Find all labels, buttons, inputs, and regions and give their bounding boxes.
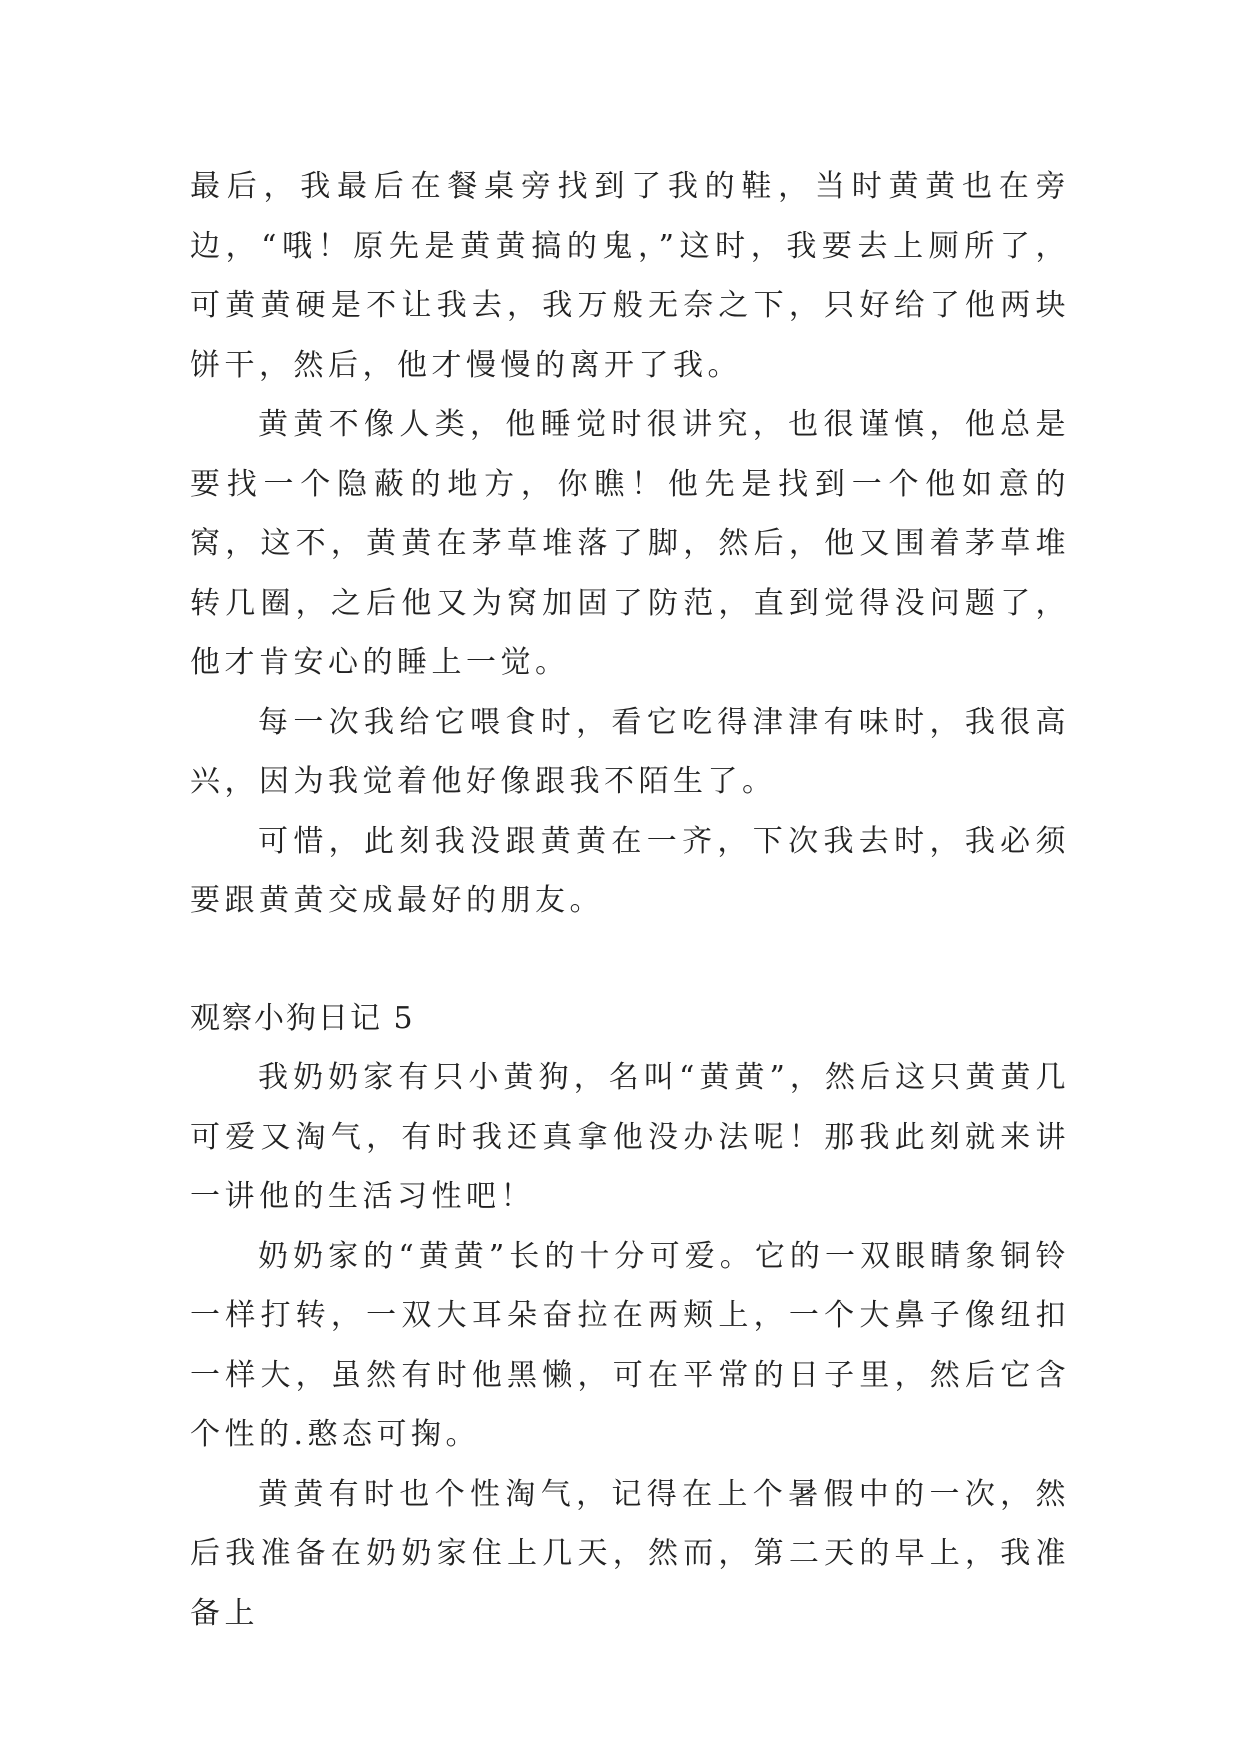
paragraph-2: 黄黄不像人类，他睡觉时很讲究，也很谨慎，他总是要找一个隐蔽的地方，你瞧！他先是找到一个他如意的窝，这不，黄黄在茅草堆落了脚，然后，他又围着茅草堆转几圈，之后他又为窝加固了防范，直到觉得没问题了，他才肯安心的睡上一觉。 [190, 407, 1070, 680]
paragraph-3: 每一次我给它喂食时，看它吃得津津有味时，我很高兴，因为我觉着他好像跟我不陌生了。 [190, 704, 1070, 799]
paragraph-5: 我奶奶家有只小黄狗，名叫“黄黄”，然后这只黄黄几可爱又淘气，有时我还真拿他没办法呢！那我此刻就来讲一讲他的生活习性吧！ [190, 1060, 1070, 1214]
paragraph-6: 奶奶家的“黄黄”长的十分可爱。它的一双眼睛象铜铃一样打转，一双大耳朵奋拉在两颊上，一个大鼻子像纽扣一样大，虽然有时他黑懒，可在平常的日子里，然后它含个性的.憨态可掬。 [190, 1238, 1070, 1452]
paragraph-4: 可惜，此刻我没跟黄黄在一齐，下次我去时，我必须要跟黄黄交成最好的朋友。 [190, 823, 1070, 918]
paragraph-1: 最后，我最后在餐桌旁找到了我的鞋，当时黄黄也在旁边，“哦！原先是黄黄搞的鬼，”这时，我要去上厕所了，可黄黄硬是不让我去，我万般无奈之下，只好给了他两块饼干，然后，他才慢慢的离开了我。 [190, 169, 1070, 383]
section-title: 观察小狗日记 5 [190, 1000, 415, 1036]
document-page [190, 157, 1070, 1643]
paragraph-7: 黄黄有时也个性淘气，记得在上个暑假中的一次，然后我准备在奶奶家住上几天，然而，第二天的早上，我准备上 [190, 1476, 1070, 1631]
